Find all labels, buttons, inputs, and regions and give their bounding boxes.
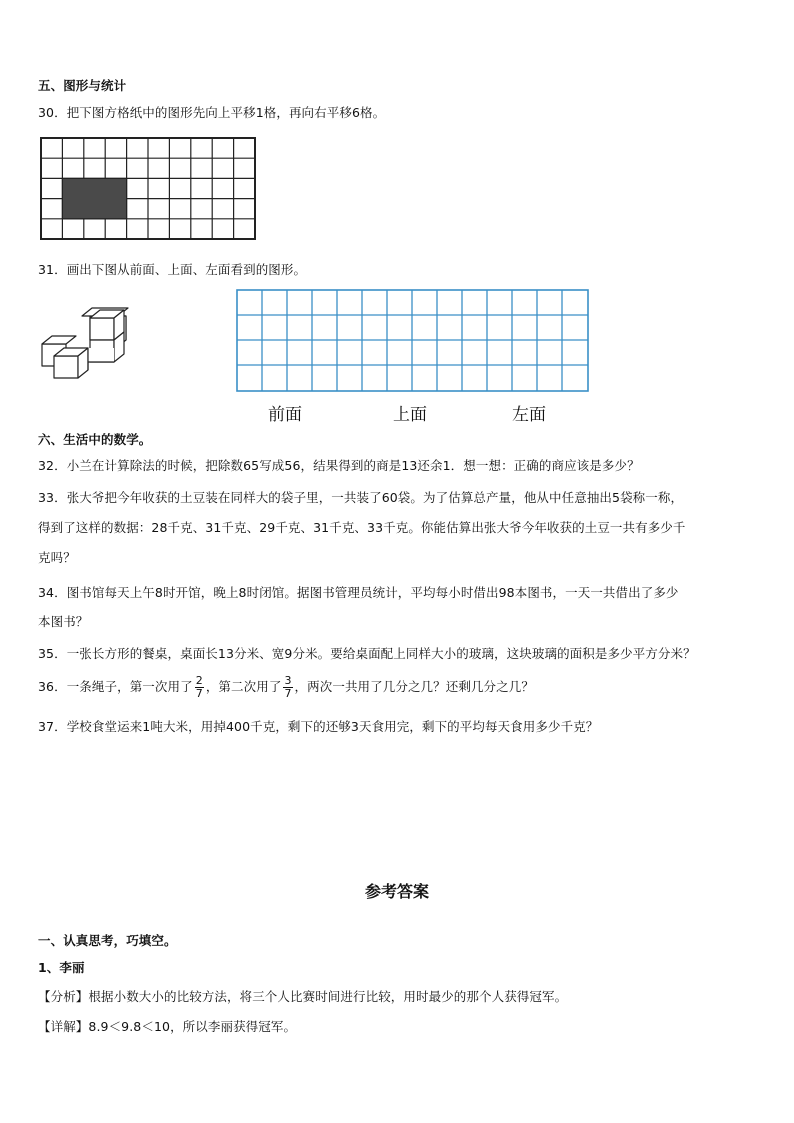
question-33-line1: 33．张大爷把今年收获的土豆装在同样大的袋子里，一共装了60袋。为了估算总产量，他从中任意抽出5袋称一称， [38, 490, 684, 505]
label-top-view: 上面 [393, 405, 427, 425]
question-32: 32．小兰在计算除法的时候，把除数65写成56，结果得到的商是13还余1．想一想：正确的商应该是多少？ [38, 458, 640, 473]
answer-1-heading: 1、李丽 [38, 960, 85, 975]
section-heading-6: 六、生活中的数学。 [38, 432, 152, 447]
question-33-line2: 得到了这样的数据：28千克、31千克、29千克、31千克、33千克。你能估算出张大爷今年收获的土豆一共有多少千 [38, 520, 686, 535]
q36-text-1: 36．一条绳子，第一次用了 [38, 679, 193, 694]
answer-section-1: 一、认真思考，巧填空。 [38, 933, 177, 948]
fraction-three-sevenths: $\frac{3}{7}$ [284, 674, 292, 700]
q36-text-2: ，第二次用了 [205, 679, 282, 694]
question-33-line3: 克吗？ [38, 550, 76, 565]
question-35: 35．一张长方形的餐桌，桌面长13分米、宽9分米。要给桌面配上同样大小的玻璃，这块玻璃的面积是多少平方分米？ [38, 646, 696, 661]
q30-grid [40, 137, 258, 242]
q36-text-3: ，两次一共用了几分之几？还剩几分之几？ [294, 679, 534, 694]
question-34-line1: 34．图书馆每天上午8时开馆，晚上8时闭馆。据图书管理员统计，平均每小时借出98本图书，一天一共借出了多少 [38, 585, 679, 600]
answer-title: 参考答案 [364, 882, 429, 901]
question-31: 31．画出下图从前面、上面、左面看到的图形。 [38, 262, 307, 277]
question-36 [38, 674, 534, 700]
question-34-line2: 本图书？ [38, 614, 89, 629]
question-37: 37．学校食堂运来1吨大米，用掉400千克，剩下的还够3天食用完，剩下的平均每天食用多少千克？ [38, 719, 599, 734]
q31-answer-grid [236, 289, 590, 393]
question-30: 30．把下图方格纸中的图形先向上平移1格，再向右平移6格。 [38, 105, 386, 120]
label-left-view: 左面 [512, 405, 546, 425]
answer-1-analysis: 【分析】根据小数大小的比较方法，将三个人比赛时间进行比较，用时最少的那个人获得冠军。 [38, 989, 568, 1004]
label-front-view: 前面 [268, 405, 302, 425]
cube-stack-figure [38, 304, 130, 384]
answer-1-detail: 【详解】8.9＜9.8＜10，所以李丽获得冠军。 [38, 1019, 297, 1034]
shaded-rectangle [62, 178, 126, 218]
fraction-two-sevenths: $\frac{2}{7}$ [195, 674, 203, 700]
section-heading-5: 五、图形与统计 [38, 78, 127, 93]
